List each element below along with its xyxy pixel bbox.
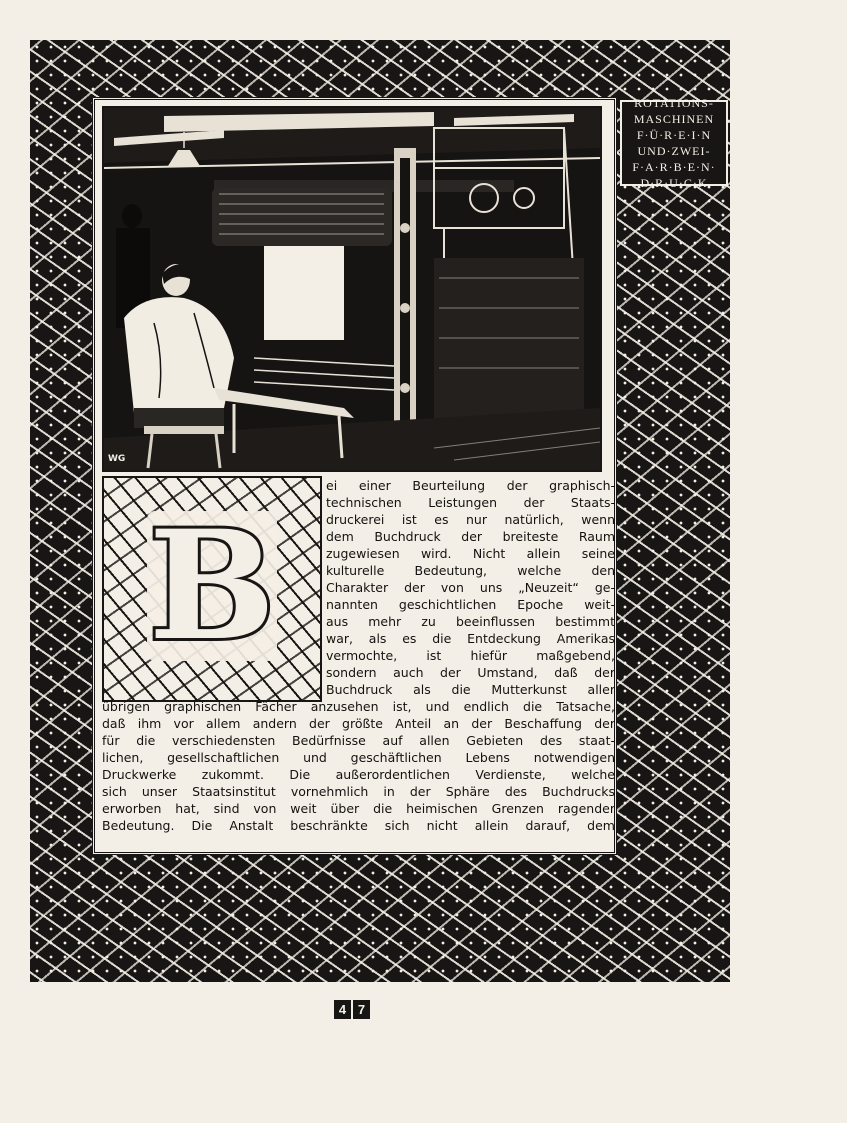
text-line: war, als es die Entdeckung Amerikas [326,631,615,646]
printing-press-illustration [102,106,602,472]
woodcut-image [104,108,600,470]
text-line: aus mehr zu beeinflussen bestimmt [326,614,615,629]
artist-monogram: WG [108,454,126,464]
text-line: ei einer Beurteilung der graphisch- [326,478,615,493]
text-line: lichen, gesellschaftlichen und geschäftlichen Lebens notwendigen [102,750,615,765]
text-line: übrigen graphischen Fächer anzusehen ist, und endlich die Tatsache, [102,699,615,714]
text-line: für die verschiedensten Bedürfnisse auf allen Gebieten des staat- [102,733,615,748]
chapter-label [620,95,728,190]
chapter-label-line: ROTATIONS- [634,95,714,110]
text-line: Bedeutung. Die Anstalt beschränkte sich nicht allein darauf, dem [102,818,615,833]
text-line: Druckwerke zukommt. Die außerordentlichen Verdienste, welche [102,767,615,782]
chapter-label-line: UND·ZWEI- [637,143,711,158]
text-line: vermochte, ist hiefür maßgebend, [326,648,615,663]
text-line: zugewiesen wird. Nicht allein seine [326,546,615,561]
chapter-label-line: MASCHINEN [633,111,715,126]
chapter-label-line: D·R·U·C·K [640,175,708,190]
chapter-label-line: F·A·R·B·E·N· [632,159,716,174]
text-line: erworben hat, sind von weit über die heimischen Grenzen ragender [102,801,615,816]
drop-cap-letter: B [148,498,276,674]
drop-cap-ornament [102,476,322,702]
chapter-label-line: F·Ü·R·E·I·N [636,127,712,142]
text-line: druckerei ist es nur natürlich, wenn [326,512,615,527]
text-line: kulturelle Bedeutung, welche den [326,563,615,578]
page-number-digit: 7 [353,1000,370,1019]
page-number-digit: 4 [334,1000,351,1019]
text-line: dem Buchdruck der breiteste Raum [326,529,615,544]
text-line: sich unser Staatsinstitut vornehmlich in der Sphäre des Buchdrucks [102,784,615,799]
text-line: Buchdruck als die Mutterkunst aller [326,682,615,697]
text-line: Charakter der von uns „Neuzeit“ ge- [326,580,615,595]
text-line: nannten geschichtlichen Epoche weit- [326,597,615,612]
text-line: sondern auch der Umstand, daß der [326,665,615,680]
text-line: daß ihm vor allem andern der größte Anteil an der Beschaffung der [102,716,615,731]
page-number [334,1000,370,1019]
text-line: technischen Leistungen der Staats- [326,495,615,510]
